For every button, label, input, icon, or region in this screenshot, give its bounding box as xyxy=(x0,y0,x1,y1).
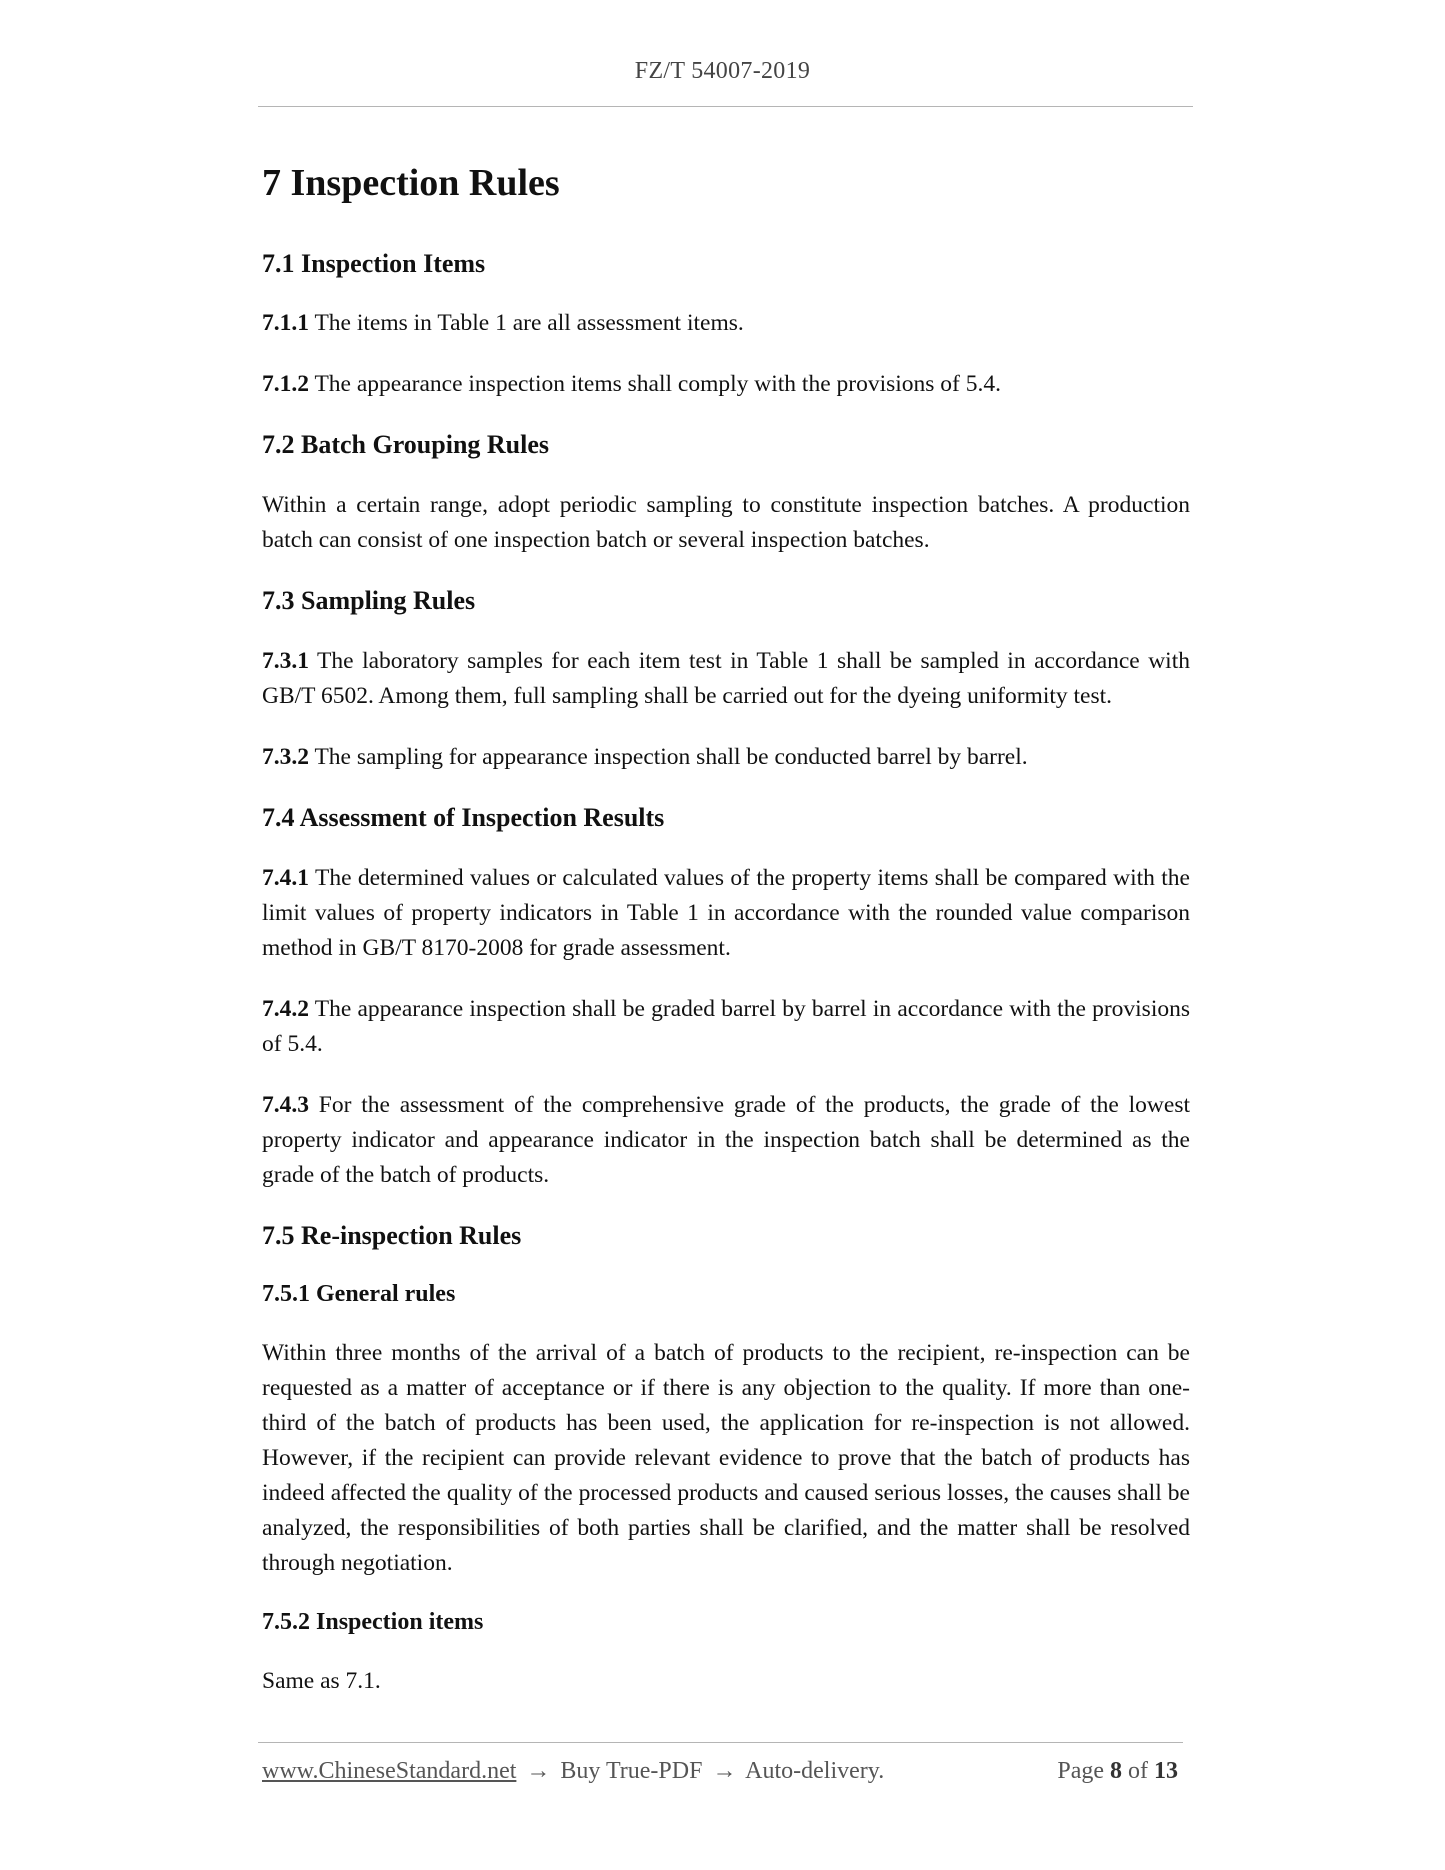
clause-7-1-1 xyxy=(262,306,1190,341)
buy-pdf-text: Buy True-PDF xyxy=(560,1758,703,1784)
document-code-header: FZ/T 54007-2019 xyxy=(634,58,811,84)
clause-number: 7.3.2 xyxy=(262,743,309,770)
section-7-1-title: 7.1 Inspection Items xyxy=(262,248,486,278)
clause-text: For the assessment of the comprehensive grade of the products, the grade of the lowest property indicator and appearance indicator in the inspection batch shall be determined as the grade of the batch of products. xyxy=(262,1091,1190,1188)
clause-text: The items in Table 1 are all assessment items. xyxy=(309,310,744,337)
clause-7-4-3 xyxy=(262,1088,1190,1193)
section-7-2-text: Within a certain range, adopt periodic sampling to constitute inspection batches. A production batch can consist of one inspection batch or several inspection batches. xyxy=(262,492,1190,554)
clause-7-4-1 xyxy=(262,861,1190,966)
footer-promo xyxy=(262,1758,884,1785)
clause-number: 7.3.1 xyxy=(262,647,309,674)
section-7-3-title: 7.3 Sampling Rules xyxy=(262,586,476,616)
footer-divider xyxy=(258,1742,1183,1743)
of-label: of xyxy=(1128,1758,1148,1784)
clause-number: 7.4.3 xyxy=(262,1091,309,1118)
subsection-7-5-1-text: Within three months of the arrival of a batch of products to the recipient, re-inspection can be requested as a matter of acceptance or if there is any objection to the quality. If more than one-third of the batch of products has been used, the application for re-inspection is not allowed. However, if the recipient can provide relevant evidence to prove that the batch of products has indeed affected the quality of the processed products and caused serious losses, the causes shall be analyzed, the responsibilities of both parties shall be clarified, and the matter shall be resolved through negotiation. xyxy=(262,1339,1190,1576)
clause-7-3-2 xyxy=(262,740,1190,775)
clause-text: The appearance inspection shall be graded barrel by barrel in accordance with the provisions of 5.4. xyxy=(262,995,1190,1057)
clause-text: The sampling for appearance inspection shall be conducted barrel by barrel. xyxy=(309,743,1028,770)
header-divider xyxy=(258,106,1193,107)
clause-number: 7.4.1 xyxy=(262,864,309,891)
arrow-right-icon: → xyxy=(526,1758,551,1784)
clause-number: 7.4.2 xyxy=(262,995,309,1022)
subsection-7-5-1-title: 7.5.1 General rules xyxy=(262,1280,456,1307)
current-page-number: 8 xyxy=(1110,1758,1122,1784)
section-7-5-title: 7.5 Re-inspection Rules xyxy=(262,1220,522,1250)
clause-text: The appearance inspection items shall comply with the provisions of 5.4. xyxy=(309,371,1002,398)
total-pages-number: 13 xyxy=(1154,1758,1178,1784)
arrow-right-icon: → xyxy=(712,1758,737,1784)
auto-delivery-text: Auto-delivery. xyxy=(745,1758,885,1784)
page-label: Page xyxy=(1057,1758,1104,1784)
page-body xyxy=(262,155,1190,1725)
subsection-7-5-2-text: Same as 7.1. xyxy=(262,1667,381,1694)
page-indicator xyxy=(1057,1758,1178,1785)
clause-number: 7.1.2 xyxy=(262,371,309,398)
clause-7-1-2 xyxy=(262,367,1190,402)
clause-text: The determined values or calculated values of the property items shall be compared with the limit values of property indicators in Table 1 in accordance with the rounded value comparison method in GB/T 8170-2008 for grade assessment. xyxy=(262,864,1190,961)
clause-text: The laboratory samples for each item test in Table 1 shall be sampled in accordance with GB/T 6502. Among them, full sampling shall be carried out for the dyeing uniformity test. xyxy=(262,647,1190,709)
clause-number: 7.1.1 xyxy=(262,310,309,337)
site-link[interactable]: www.ChineseStandard.net xyxy=(262,1758,517,1784)
clause-7-4-2 xyxy=(262,992,1190,1062)
chapter-title: 7 Inspection Rules xyxy=(262,162,560,204)
section-7-2-title: 7.2 Batch Grouping Rules xyxy=(262,430,550,460)
clause-7-3-1 xyxy=(262,644,1190,714)
section-7-4-title: 7.4 Assessment of Inspection Results xyxy=(262,802,665,832)
subsection-7-5-2-title: 7.5.2 Inspection items xyxy=(262,1608,484,1635)
